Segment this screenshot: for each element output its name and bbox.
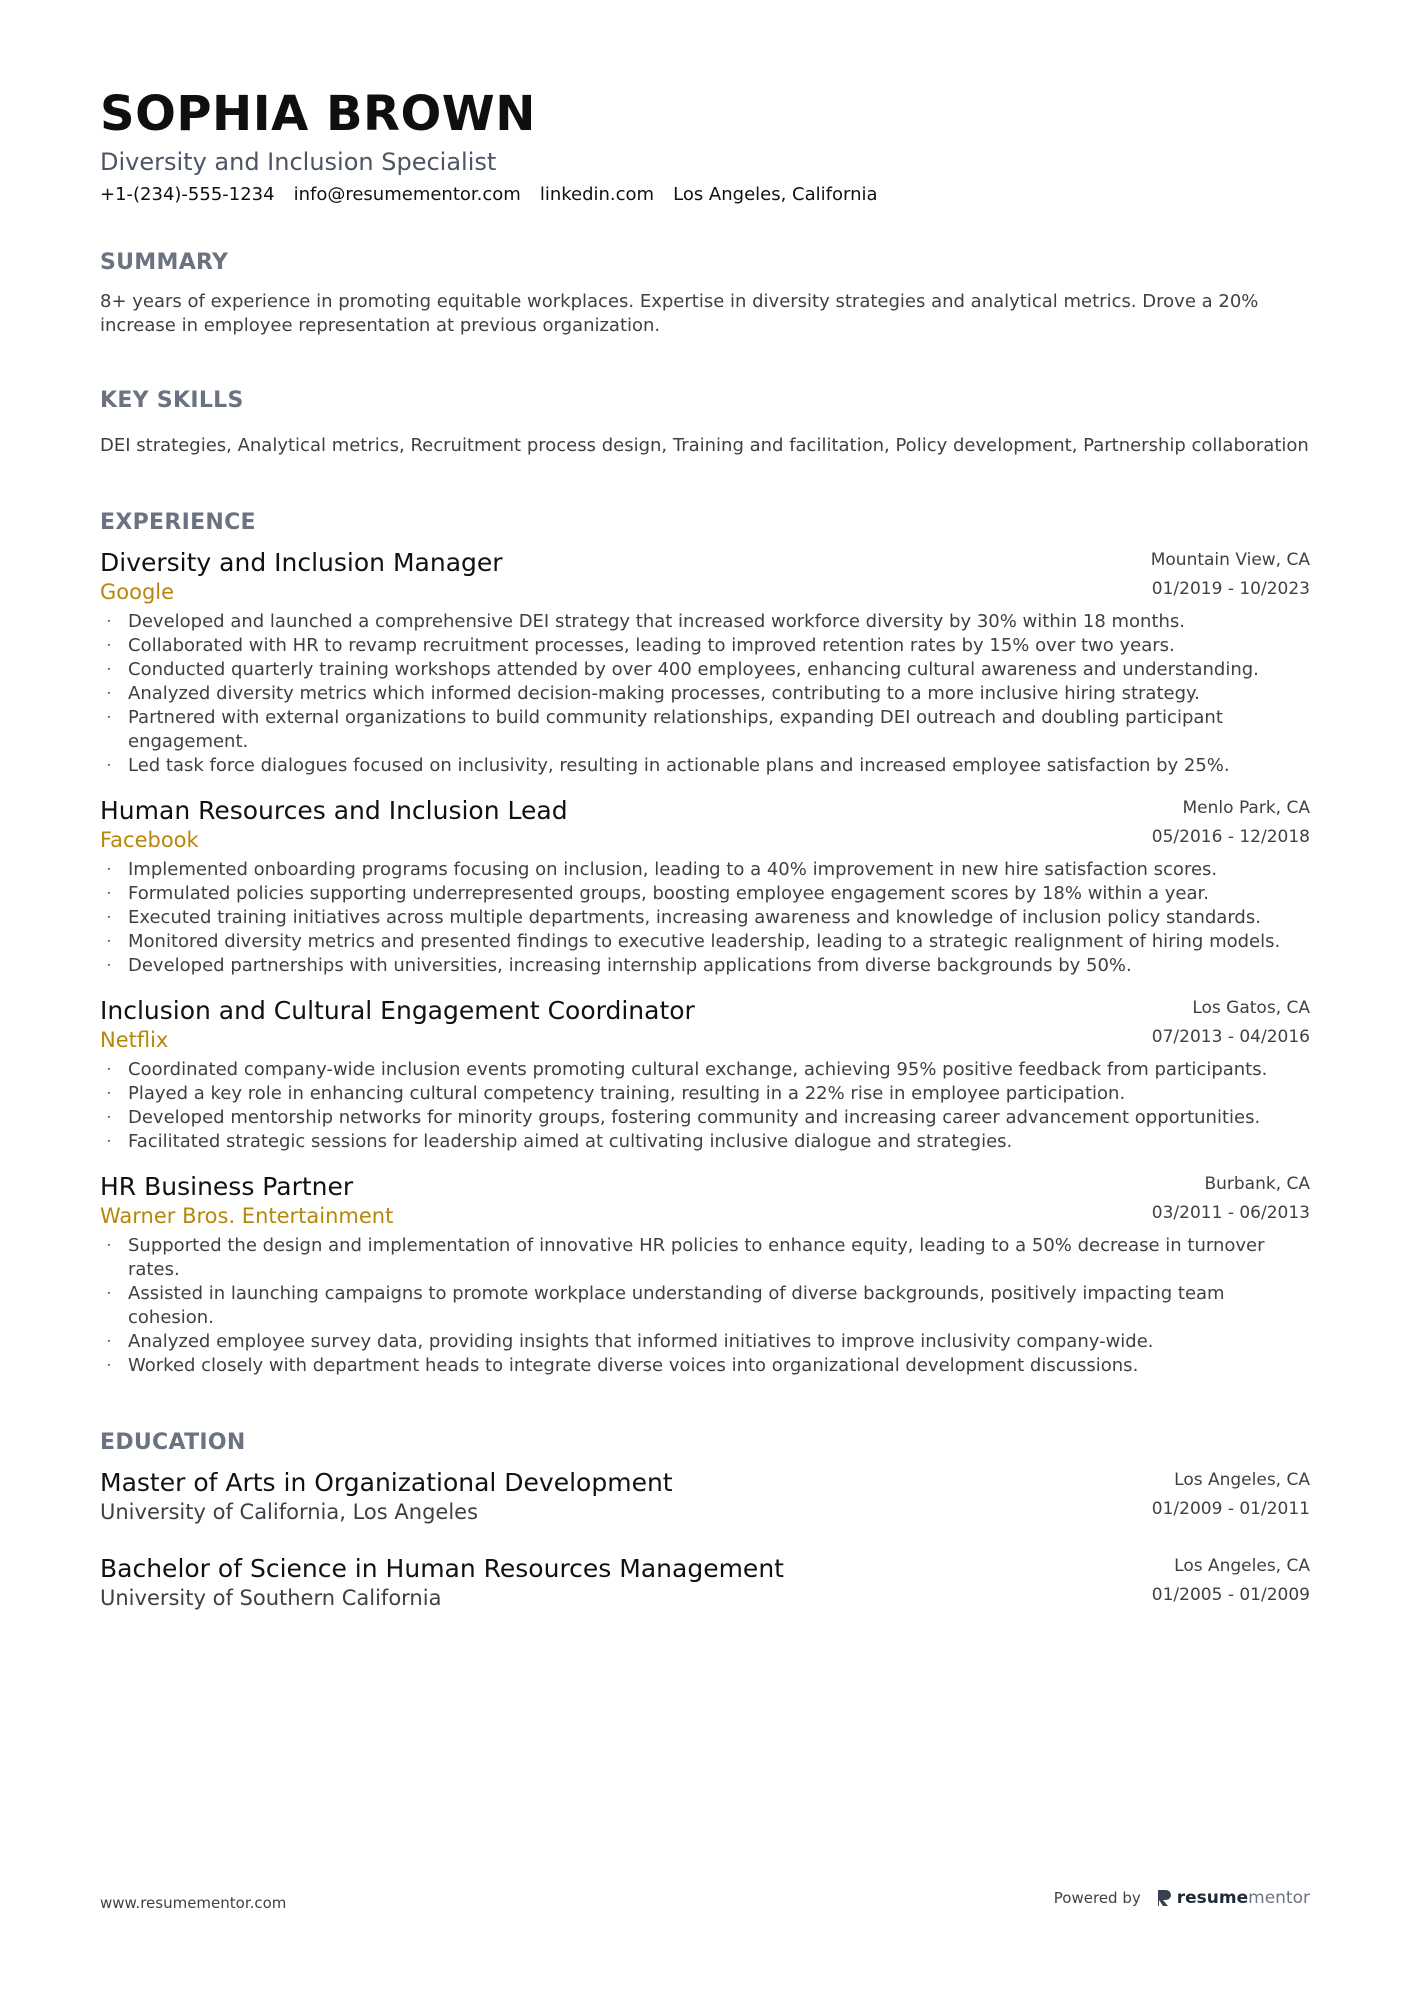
- job-company: Google: [100, 580, 175, 604]
- job-title: Human Resources and Inclusion Lead: [100, 796, 568, 825]
- bullet-dot-icon: ·: [106, 931, 112, 952]
- skills-text: DEI strategies, Analytical metrics, Recruitment process design, Training and facilitation, Policy development, Partnership collaboration: [100, 435, 1309, 456]
- skills-heading: KEY SKILLS: [100, 388, 244, 413]
- job-location: Menlo Park, CA: [1182, 798, 1310, 818]
- job-header: [100, 796, 1310, 854]
- bullet-dot-icon: ·: [106, 907, 112, 928]
- list-item: · Developed and launched a comprehensive DEI strategy that increased workforce diversity by 30% within 18 months.: [106, 611, 1186, 632]
- bullet-dot-icon: ·: [106, 683, 112, 704]
- job-dates: 03/2011 - 06/2013: [1151, 1203, 1310, 1223]
- list-item: · Collaborated with HR to revamp recruitment processes, leading to improved retention rates by 15% over two years.: [106, 635, 1175, 656]
- job-bullets: [100, 858, 1310, 978]
- bullet-dot-icon: ·: [106, 1283, 112, 1304]
- education-entry: [100, 1468, 1310, 1528]
- job-dates: 05/2016 - 12/2018: [1151, 827, 1310, 847]
- job-location: Los Gatos, CA: [1192, 998, 1310, 1018]
- contact-line: [100, 182, 1310, 208]
- education-dates: 01/2005 - 01/2009: [1151, 1585, 1310, 1605]
- education-heading: EDUCATION: [100, 1430, 246, 1455]
- job-entry: [100, 796, 1310, 978]
- job-header: [100, 548, 1310, 606]
- list-item: · Assisted in launching campaigns to promote workplace understanding of diverse backgrounds, positively impacting team cohesion.: [106, 1283, 1225, 1328]
- brand-name-light: mentor: [1248, 1888, 1310, 1908]
- bullet-dot-icon: ·: [106, 1059, 112, 1080]
- job-header: [100, 996, 1310, 1054]
- bullet-dot-icon: ·: [106, 707, 112, 728]
- bullet-dot-icon: ·: [106, 955, 112, 976]
- footer-website[interactable]: www.resumementor.com: [100, 1894, 287, 1912]
- list-item: · Partnered with external organizations to build community relationships, expanding DEI outreach and doubling participant engagement.: [106, 707, 1223, 752]
- education-location: Los Angeles, CA: [1174, 1470, 1310, 1490]
- resume-content: [100, 84, 1310, 1614]
- education-school: University of Southern California: [100, 1586, 442, 1610]
- job-header: [100, 1172, 1310, 1230]
- list-item: · Analyzed diversity metrics which informed decision-making processes, contributing to a more inclusive hiring strategy.: [106, 683, 1200, 704]
- job-dates: 01/2019 - 10/2023: [1151, 579, 1310, 599]
- list-item: · Formulated policies supporting underrepresented groups, boosting employee engagement scores by 18% within a year.: [106, 883, 1210, 904]
- bullet-dot-icon: ·: [106, 883, 112, 904]
- job-entry: [100, 996, 1310, 1154]
- education-entry: [100, 1554, 1310, 1614]
- bullet-dot-icon: ·: [106, 659, 112, 680]
- education-school: University of California, Los Angeles: [100, 1500, 479, 1524]
- summary-section: [100, 248, 1310, 338]
- resumementor-logo-icon: [1155, 1888, 1173, 1908]
- contact-linkedin: linkedin.com: [539, 184, 655, 205]
- job-location: Mountain View, CA: [1150, 550, 1310, 570]
- job-entry: [100, 1172, 1310, 1378]
- candidate-title: Diversity and Inclusion Specialist: [100, 148, 497, 176]
- list-item: · Played a key role in enhancing cultural competency training, resulting in a 22% rise in employee participation.: [106, 1083, 1126, 1104]
- list-item: · Led task force dialogues focused on inclusivity, resulting in actionable plans and increased employee satisfaction by 25%.: [106, 755, 1230, 776]
- education-degree: Bachelor of Science in Human Resources Management: [100, 1554, 784, 1583]
- bullet-dot-icon: ·: [106, 859, 112, 880]
- list-item: · Facilitated strategic sessions for leadership aimed at cultivating inclusive dialogue and strategies.: [106, 1131, 1013, 1152]
- experience-heading: EXPERIENCE: [100, 510, 256, 535]
- job-dates: 07/2013 - 04/2016: [1151, 1027, 1310, 1047]
- brand-logo[interactable]: [1155, 1888, 1310, 1908]
- list-item: · Analyzed employee survey data, providing insights that informed initiatives to improve inclusivity company-wide.: [106, 1331, 1154, 1352]
- list-item: · Monitored diversity metrics and presented findings to executive leadership, leading to a strategic realignment of hiring models.: [106, 931, 1281, 952]
- job-title: Inclusion and Cultural Engagement Coordinator: [100, 996, 695, 1025]
- list-item: · Coordinated company-wide inclusion events promoting cultural exchange, achieving 95% positive feedback from participants.: [106, 1059, 1268, 1080]
- list-item: · Developed partnerships with universities, increasing internship applications from diverse backgrounds by 50%.: [106, 955, 1132, 976]
- list-item: · Implemented onboarding programs focusing on inclusion, leading to a 40% improvement in new hire satisfaction scores.: [106, 859, 1218, 880]
- bullet-dot-icon: ·: [106, 635, 112, 656]
- job-entry: [100, 548, 1310, 778]
- job-bullets: [100, 610, 1310, 778]
- job-location: Burbank, CA: [1204, 1174, 1310, 1194]
- contact-phone: +1-(234)-555-1234: [100, 184, 275, 205]
- education-section: [100, 1428, 1310, 1614]
- contact-email: info@resumementor.com: [293, 184, 521, 205]
- candidate-name: SOPHIA BROWN: [100, 86, 536, 142]
- job-company: Facebook: [100, 828, 199, 852]
- education-location: Los Angeles, CA: [1174, 1556, 1310, 1576]
- job-bullets: [100, 1058, 1310, 1154]
- skills-section: [100, 386, 1310, 458]
- bullet-dot-icon: ·: [106, 1355, 112, 1376]
- list-item: · Developed mentorship networks for minority groups, fostering community and increasing career advancement opportunities.: [106, 1107, 1261, 1128]
- footer-branding: [1054, 1888, 1310, 1908]
- list-item: · Executed training initiatives across multiple departments, increasing awareness and knowledge of inclusion policy standards.: [106, 907, 1261, 928]
- job-title: HR Business Partner: [100, 1172, 354, 1201]
- bullet-dot-icon: ·: [106, 1131, 112, 1152]
- bullet-dot-icon: ·: [106, 1235, 112, 1256]
- job-title: Diversity and Inclusion Manager: [100, 548, 503, 577]
- powered-by-label: Powered by: [1053, 1889, 1141, 1907]
- education-degree: Master of Arts in Organizational Development: [100, 1468, 673, 1497]
- education-dates: 01/2009 - 01/2011: [1151, 1499, 1310, 1519]
- list-item: · Worked closely with department heads to integrate diverse voices into organizational development discussions.: [106, 1355, 1139, 1376]
- bullet-dot-icon: ·: [106, 755, 112, 776]
- bullet-dot-icon: ·: [106, 1083, 112, 1104]
- list-item: · Conducted quarterly training workshops attended by over 400 employees, enhancing cultural awareness and understanding.: [106, 659, 1259, 680]
- contact-location: Los Angeles, California: [673, 184, 878, 205]
- bullet-dot-icon: ·: [106, 611, 112, 632]
- summary-heading: SUMMARY: [100, 250, 229, 275]
- bullet-dot-icon: ·: [106, 1331, 112, 1352]
- experience-section: [100, 508, 1310, 1378]
- summary-text: 8+ years of experience in promoting equitable workplaces. Expertise in diversity strategies and analytical metrics. Drove a 20% increase in employee representation at previous organization.: [100, 291, 1259, 336]
- brand-name-bold: resume: [1176, 1888, 1249, 1908]
- job-company: Warner Bros. Entertainment: [100, 1204, 394, 1228]
- bullet-dot-icon: ·: [106, 1107, 112, 1128]
- job-company: Netflix: [100, 1028, 169, 1052]
- list-item: · Supported the design and implementation of innovative HR policies to enhance equity, leading to a 50% decrease in turnover rates.: [106, 1235, 1265, 1280]
- job-bullets: [100, 1234, 1310, 1378]
